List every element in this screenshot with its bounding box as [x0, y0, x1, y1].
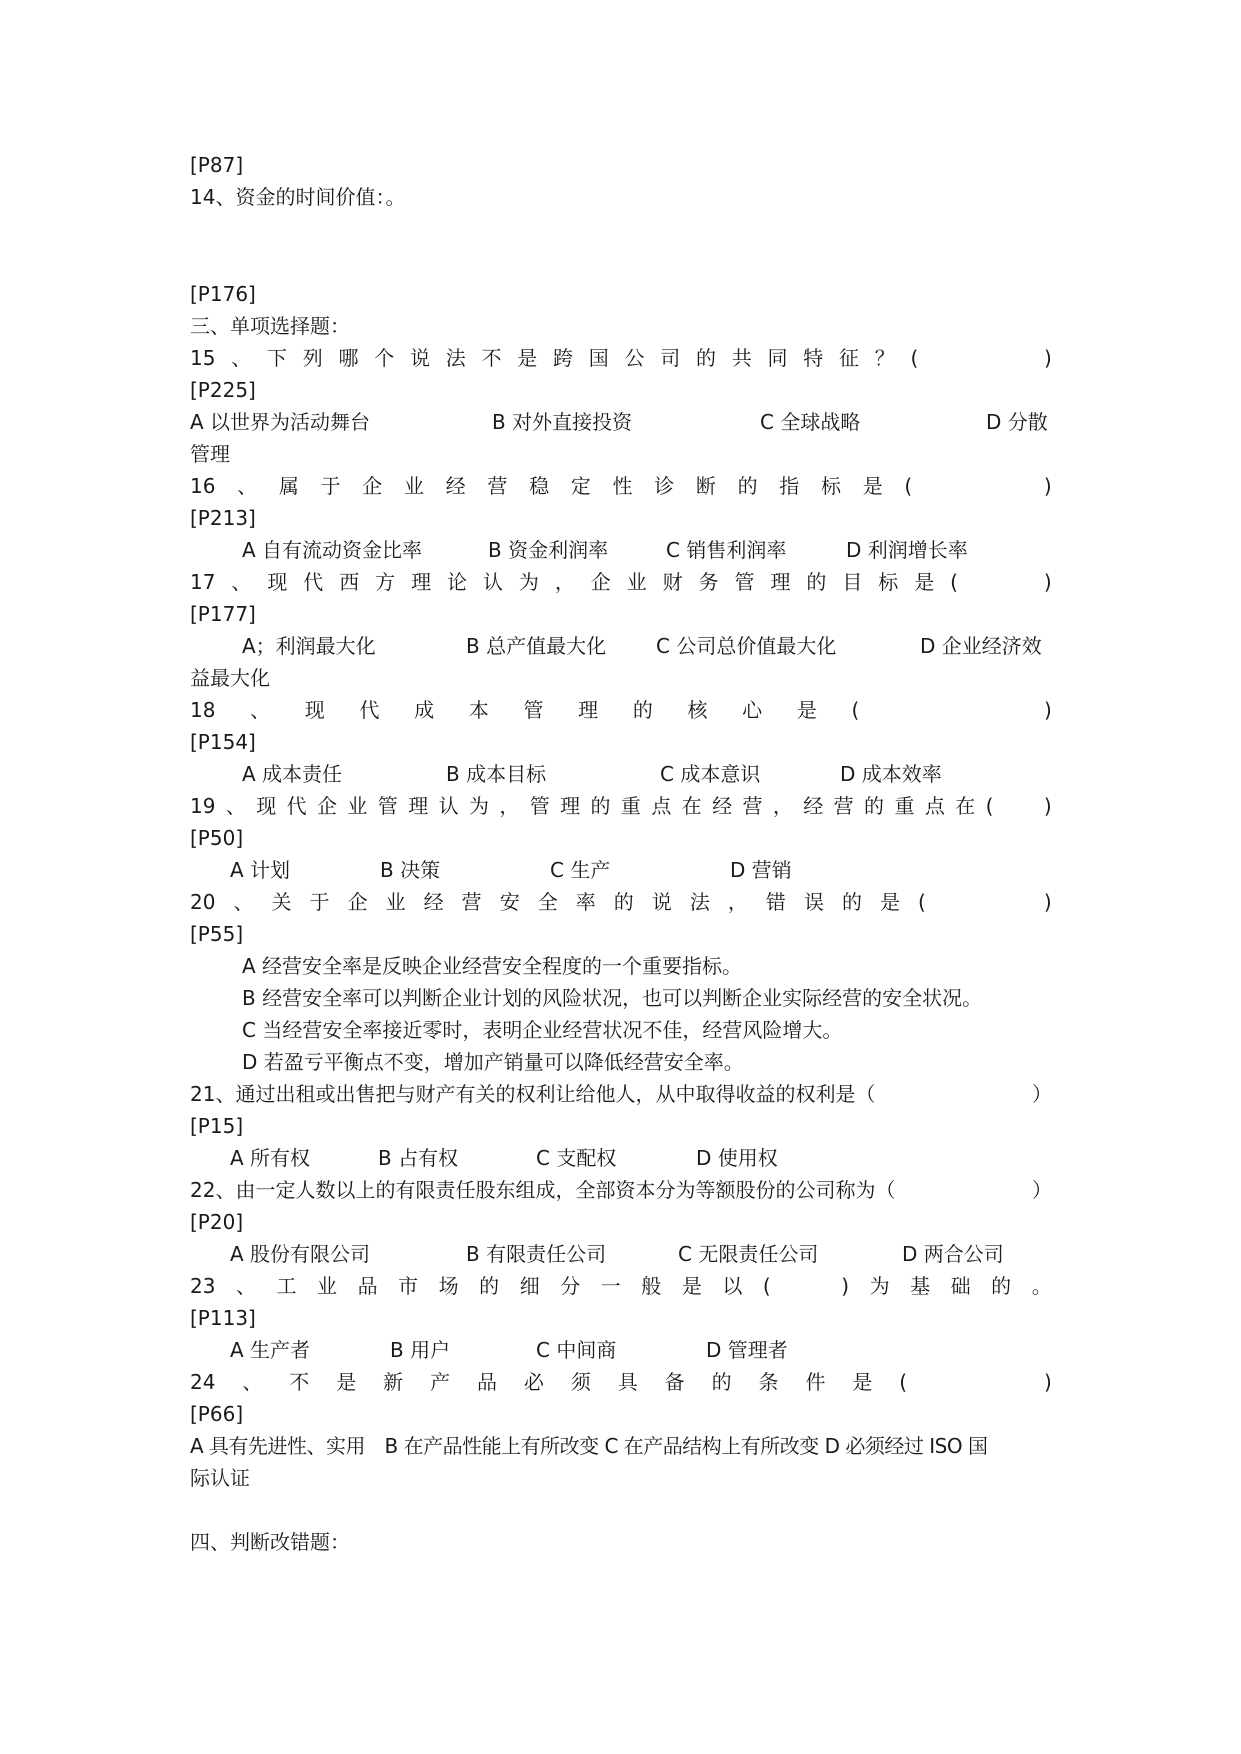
options-15 [190, 407, 1052, 437]
page-ref: [P66] [190, 1402, 244, 1426]
options-23 [190, 1335, 1052, 1365]
question-20: 20 、 关 于 企 业 经 营 安 全 率 的 说 法 ， 错 误 的 是 ( ) [190, 890, 1052, 914]
question-19: 19 、 现 代 企 业 管 理 认 为 ， 管 理 的 重 点 在 经 营 ， 经 营 的 重 点 在 ( ) [190, 794, 1052, 818]
option-a: A 自有流动资金比率 [242, 538, 423, 562]
question-15: 15 、 下 列 哪 个 说 法 不 是 跨 国 公 司 的 共 同 特 征 ？ ( ) [190, 346, 1052, 370]
option-d: D 两合公司 [902, 1242, 1004, 1266]
option-b: B 占有权 [378, 1146, 459, 1170]
option-c: C 生产 [550, 858, 611, 882]
options-18 [190, 759, 1052, 789]
option-b: B 决策 [380, 858, 441, 882]
option-b: B 资金利润率 [488, 538, 609, 562]
question-24: 24 、 不 是 新 产 品 必 须 具 备 的 条 件 是 ( ) [190, 1370, 1052, 1394]
option-d: D 企业经济效 [920, 634, 1042, 658]
option-b: B 用户 [390, 1338, 451, 1362]
option-a: A 生产者 [230, 1338, 311, 1362]
options-16 [190, 535, 1052, 565]
option-c: C 当经营安全率接近零时，表明企业经营状况不佳，经营风险增大。 [242, 1018, 843, 1042]
page-ref: [P50] [190, 826, 244, 850]
option-a: A；利润最大化 [242, 634, 376, 658]
option-c: C 销售利润率 [666, 538, 787, 562]
question-21: 21、通过出租或出售把与财产有关的权利让给他人，从中取得收益的权利是（ ） [190, 1082, 1052, 1106]
page-ref: [P154] [190, 730, 256, 754]
question-16: 16 、 属 于 企 业 经 营 稳 定 性 诊 断 的 指 标 是 ( ) [190, 474, 1052, 498]
options-17 [190, 631, 1052, 661]
option-continuation: 际认证 [190, 1466, 250, 1490]
page-ref: [P213] [190, 506, 256, 530]
option-b: B 对外直接投资 [492, 410, 633, 434]
option-c: C 支配权 [536, 1146, 617, 1170]
option-a: A 经营安全率是反映企业经营安全程度的一个重要指标。 [242, 954, 743, 978]
options-22 [190, 1239, 1052, 1269]
page-ref: [P87] [190, 153, 244, 177]
option-b: B 经营安全率可以判断企业计划的风险状况，也可以判断企业实际经营的安全状况。 [242, 986, 983, 1010]
options-19 [190, 855, 1052, 885]
page-ref: [P15] [190, 1114, 244, 1138]
page-ref: [P225] [190, 378, 256, 402]
option-a: A 以世界为活动舞台 [190, 410, 371, 434]
section-heading: 四、判断改错题： [190, 1530, 350, 1554]
option-d: D 分散 [986, 410, 1048, 434]
option-continuation: 益最大化 [190, 666, 270, 690]
page-ref: [P55] [190, 922, 244, 946]
question-23: 23 、 工 业 品 市 场 的 细 分 一 般 是 以 ( ) 为 基 础 的 。 [190, 1274, 1052, 1298]
page-ref: [P20] [190, 1210, 244, 1234]
option-c: C 公司总价值最大化 [656, 634, 837, 658]
option-d: D 使用权 [696, 1146, 778, 1170]
option-a: A 成本责任 [242, 762, 343, 786]
option-c: C 无限责任公司 [678, 1242, 819, 1266]
option-c: C 中间商 [536, 1338, 617, 1362]
option-d: D 管理者 [706, 1338, 788, 1362]
page-ref: [P113] [190, 1306, 256, 1330]
option-a: A 股份有限公司 [230, 1242, 371, 1266]
option-d: D 营销 [730, 858, 792, 882]
option-b: B 成本目标 [446, 762, 547, 786]
section-heading: 三、单项选择题： [190, 314, 350, 338]
question-18: 18 、 现 代 成 本 管 理 的 核 心 是 ( ) [190, 698, 1052, 722]
question-17: 17 、 现 代 西 方 理 论 认 为 ， 企 业 财 务 管 理 的 目 标 是 ( ) [190, 570, 1052, 594]
options-21 [190, 1143, 1052, 1173]
page-ref: [P177] [190, 602, 256, 626]
option-a: A 计划 [230, 858, 291, 882]
option-a: A 所有权 [230, 1146, 311, 1170]
option-c: C 全球战略 [760, 410, 861, 434]
options-24: A 具有先进性、实用 B 在产品性能上有所改变 C 在产品结构上有所改变 D 必须经过 ISO 国 [190, 1434, 988, 1458]
option-d: D 若盈亏平衡点不变，增加产销量可以降低经营安全率。 [242, 1050, 744, 1074]
option-d: D 利润增长率 [846, 538, 968, 562]
question-22: 22、由一定人数以上的有限责任股东组成，全部资本分为等额股份的公司称为（ ） [190, 1178, 1052, 1202]
page-ref: [P176] [190, 282, 256, 306]
option-continuation: 管理 [190, 442, 230, 466]
option-b: B 总产值最大化 [466, 634, 607, 658]
question-14: 14、资金的时间价值：。 [190, 185, 406, 209]
option-b: B 有限责任公司 [466, 1242, 607, 1266]
option-c: C 成本意识 [660, 762, 761, 786]
option-d: D 成本效率 [840, 762, 942, 786]
